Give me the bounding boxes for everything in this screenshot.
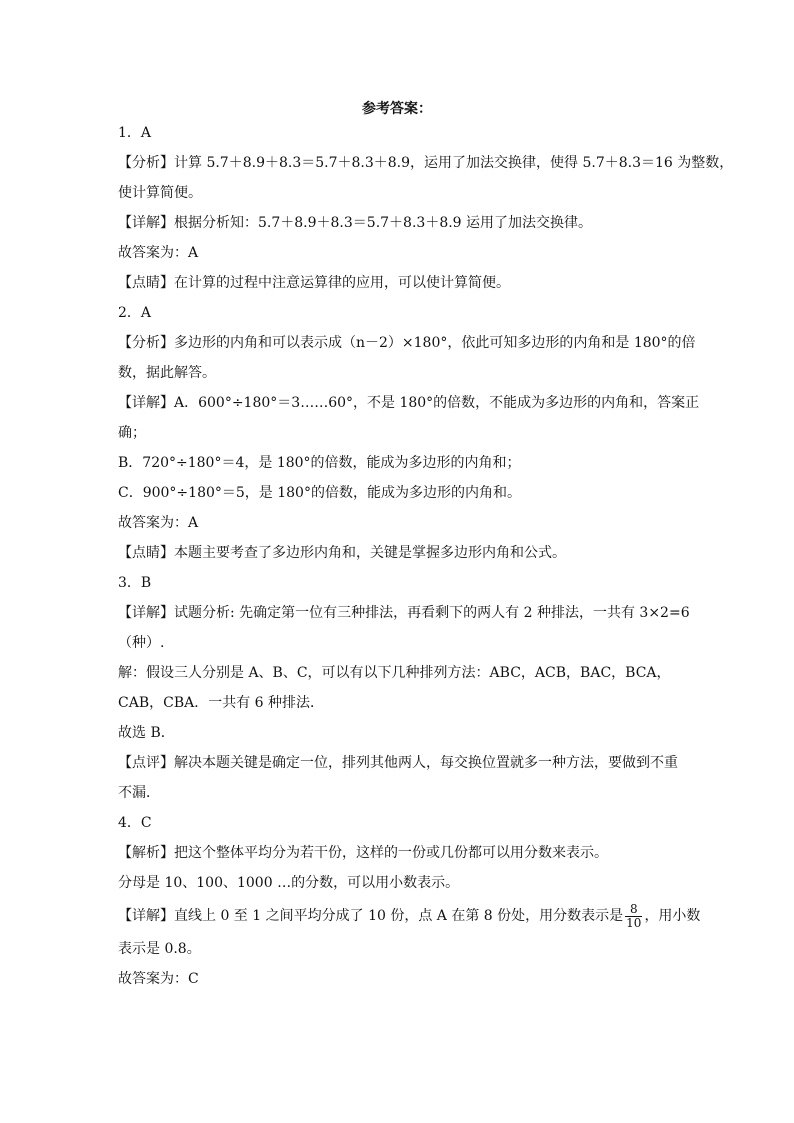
q4-analysis-text: 把这个整体平均分为若干份，这样的一份或几份都可以用分数来表示。 [174, 845, 608, 861]
page-title: 参考答案： [362, 101, 432, 117]
analysis-tag: 【分析】 [118, 335, 174, 351]
q1-analysis-text: 计算 5.7＋8.9＋8.3＝5.7＋8.3＋8.9，运用了加法交换律，使得 5.7＋8.3＝16 为整数， [174, 155, 734, 171]
q2-comment-line [118, 538, 678, 568]
q2-analysis-line-2: 数，据此解答。 [118, 365, 216, 381]
detail-tag: 【详解】 [118, 215, 174, 231]
analysis-tag: 【解析】 [118, 845, 174, 861]
comment-tag: 【点睛】 [118, 545, 174, 561]
q3-detail-line-2: （种）. [118, 635, 165, 651]
q3-answer: 故选 B． [118, 725, 175, 741]
q2-detail-text: A．600°÷180°＝3……60°，不是 180°的倍数，不能成为多边形的内角和，答案正 [174, 395, 700, 411]
q4-detail-text-tail: ，用小数 [644, 908, 701, 924]
q4-analysis-line-2: 分母是 10、100、1000 …的分数，可以用小数表示。 [118, 875, 460, 891]
q2-detail-line-3: B．720°÷180°＝4，是 180°的倍数，能成为多边形的内角和； [118, 455, 521, 471]
q2-comment-text: 本题主要考查了多边形内角和，关键是掌握多边形内角和公式。 [174, 545, 566, 561]
q3-comment-text: 解决本题关键是确定一位，排列其他两人，每交换位置就多一种方法，要做到不重 [174, 755, 678, 771]
fraction-numerator: 8 [625, 903, 642, 917]
q3-detail-line-3: 解：假设三人分别是 A、B、C，可以有以下几种排列方法：ABC，ACB，BAC，BCA， [118, 665, 671, 681]
q3-comment-line-2: 不漏． [118, 785, 160, 801]
detail-tag: 【详解】 [118, 605, 174, 621]
fraction [625, 903, 642, 930]
q3-comment-line [118, 748, 678, 778]
fraction-denominator: 10 [626, 915, 642, 930]
q2-answer: 故答案为：A [118, 515, 199, 531]
q1-answer: 故答案为：A [118, 245, 199, 261]
q1-detail-text: 根据分析知：5.7＋8.9＋8.3＝5.7＋8.3＋8.9 运用了加法交换律。 [174, 215, 593, 231]
q4-detail-line [118, 898, 701, 934]
comment-tag: 【点评】 [118, 755, 174, 771]
q1-comment-line [118, 268, 678, 298]
q3-detail-text: 试题分析: 先确定第一位有三种排法，再看剩下的两人有 2 种排法，一共有 3×2=6 [174, 605, 690, 621]
q3-detail-line [118, 598, 690, 628]
q1-comment-text: 在计算的过程中注意运算律的应用，可以使计算简便。 [174, 275, 510, 291]
detail-tag: 【详解】 [118, 908, 174, 924]
q2-analysis-text: 多边形的内角和可以表示成（n－2）×180°，依此可知多边形的内角和是 180°的倍 [174, 335, 696, 351]
q1-analysis-line-2: 使计算简便。 [118, 185, 202, 201]
analysis-tag: 【分析】 [118, 155, 174, 171]
q4-head: 4．C [118, 815, 152, 831]
q1-detail-line [118, 208, 678, 238]
q2-head: 2．A [118, 305, 152, 321]
q2-analysis-line [118, 328, 696, 358]
q4-detail-text: 直线上 0 至 1 之间平均分成了 10 份，点 A 在第 8 份处，用分数表示是 [174, 908, 624, 924]
q1-analysis-line [118, 148, 734, 178]
q2-detail-line [118, 388, 700, 418]
q4-answer: 故答案为：C [118, 971, 199, 987]
detail-tag: 【详解】 [118, 395, 174, 411]
q2-detail-line-4: C．900°÷180°＝5，是 180°的倍数，能成为多边形的内角和。 [118, 485, 521, 501]
q2-detail-line-2: 确； [118, 425, 146, 441]
q4-analysis-line [118, 838, 678, 868]
q3-detail-line-4: CAB，CBA．一共有 6 种排法． [118, 695, 325, 711]
q4-detail-line-2: 表示是 0.8。 [118, 941, 201, 957]
q1-head: 1．A [118, 125, 152, 141]
answer-content [118, 118, 734, 994]
comment-tag: 【点睛】 [118, 275, 174, 291]
q3-head: 3．B [118, 575, 152, 591]
